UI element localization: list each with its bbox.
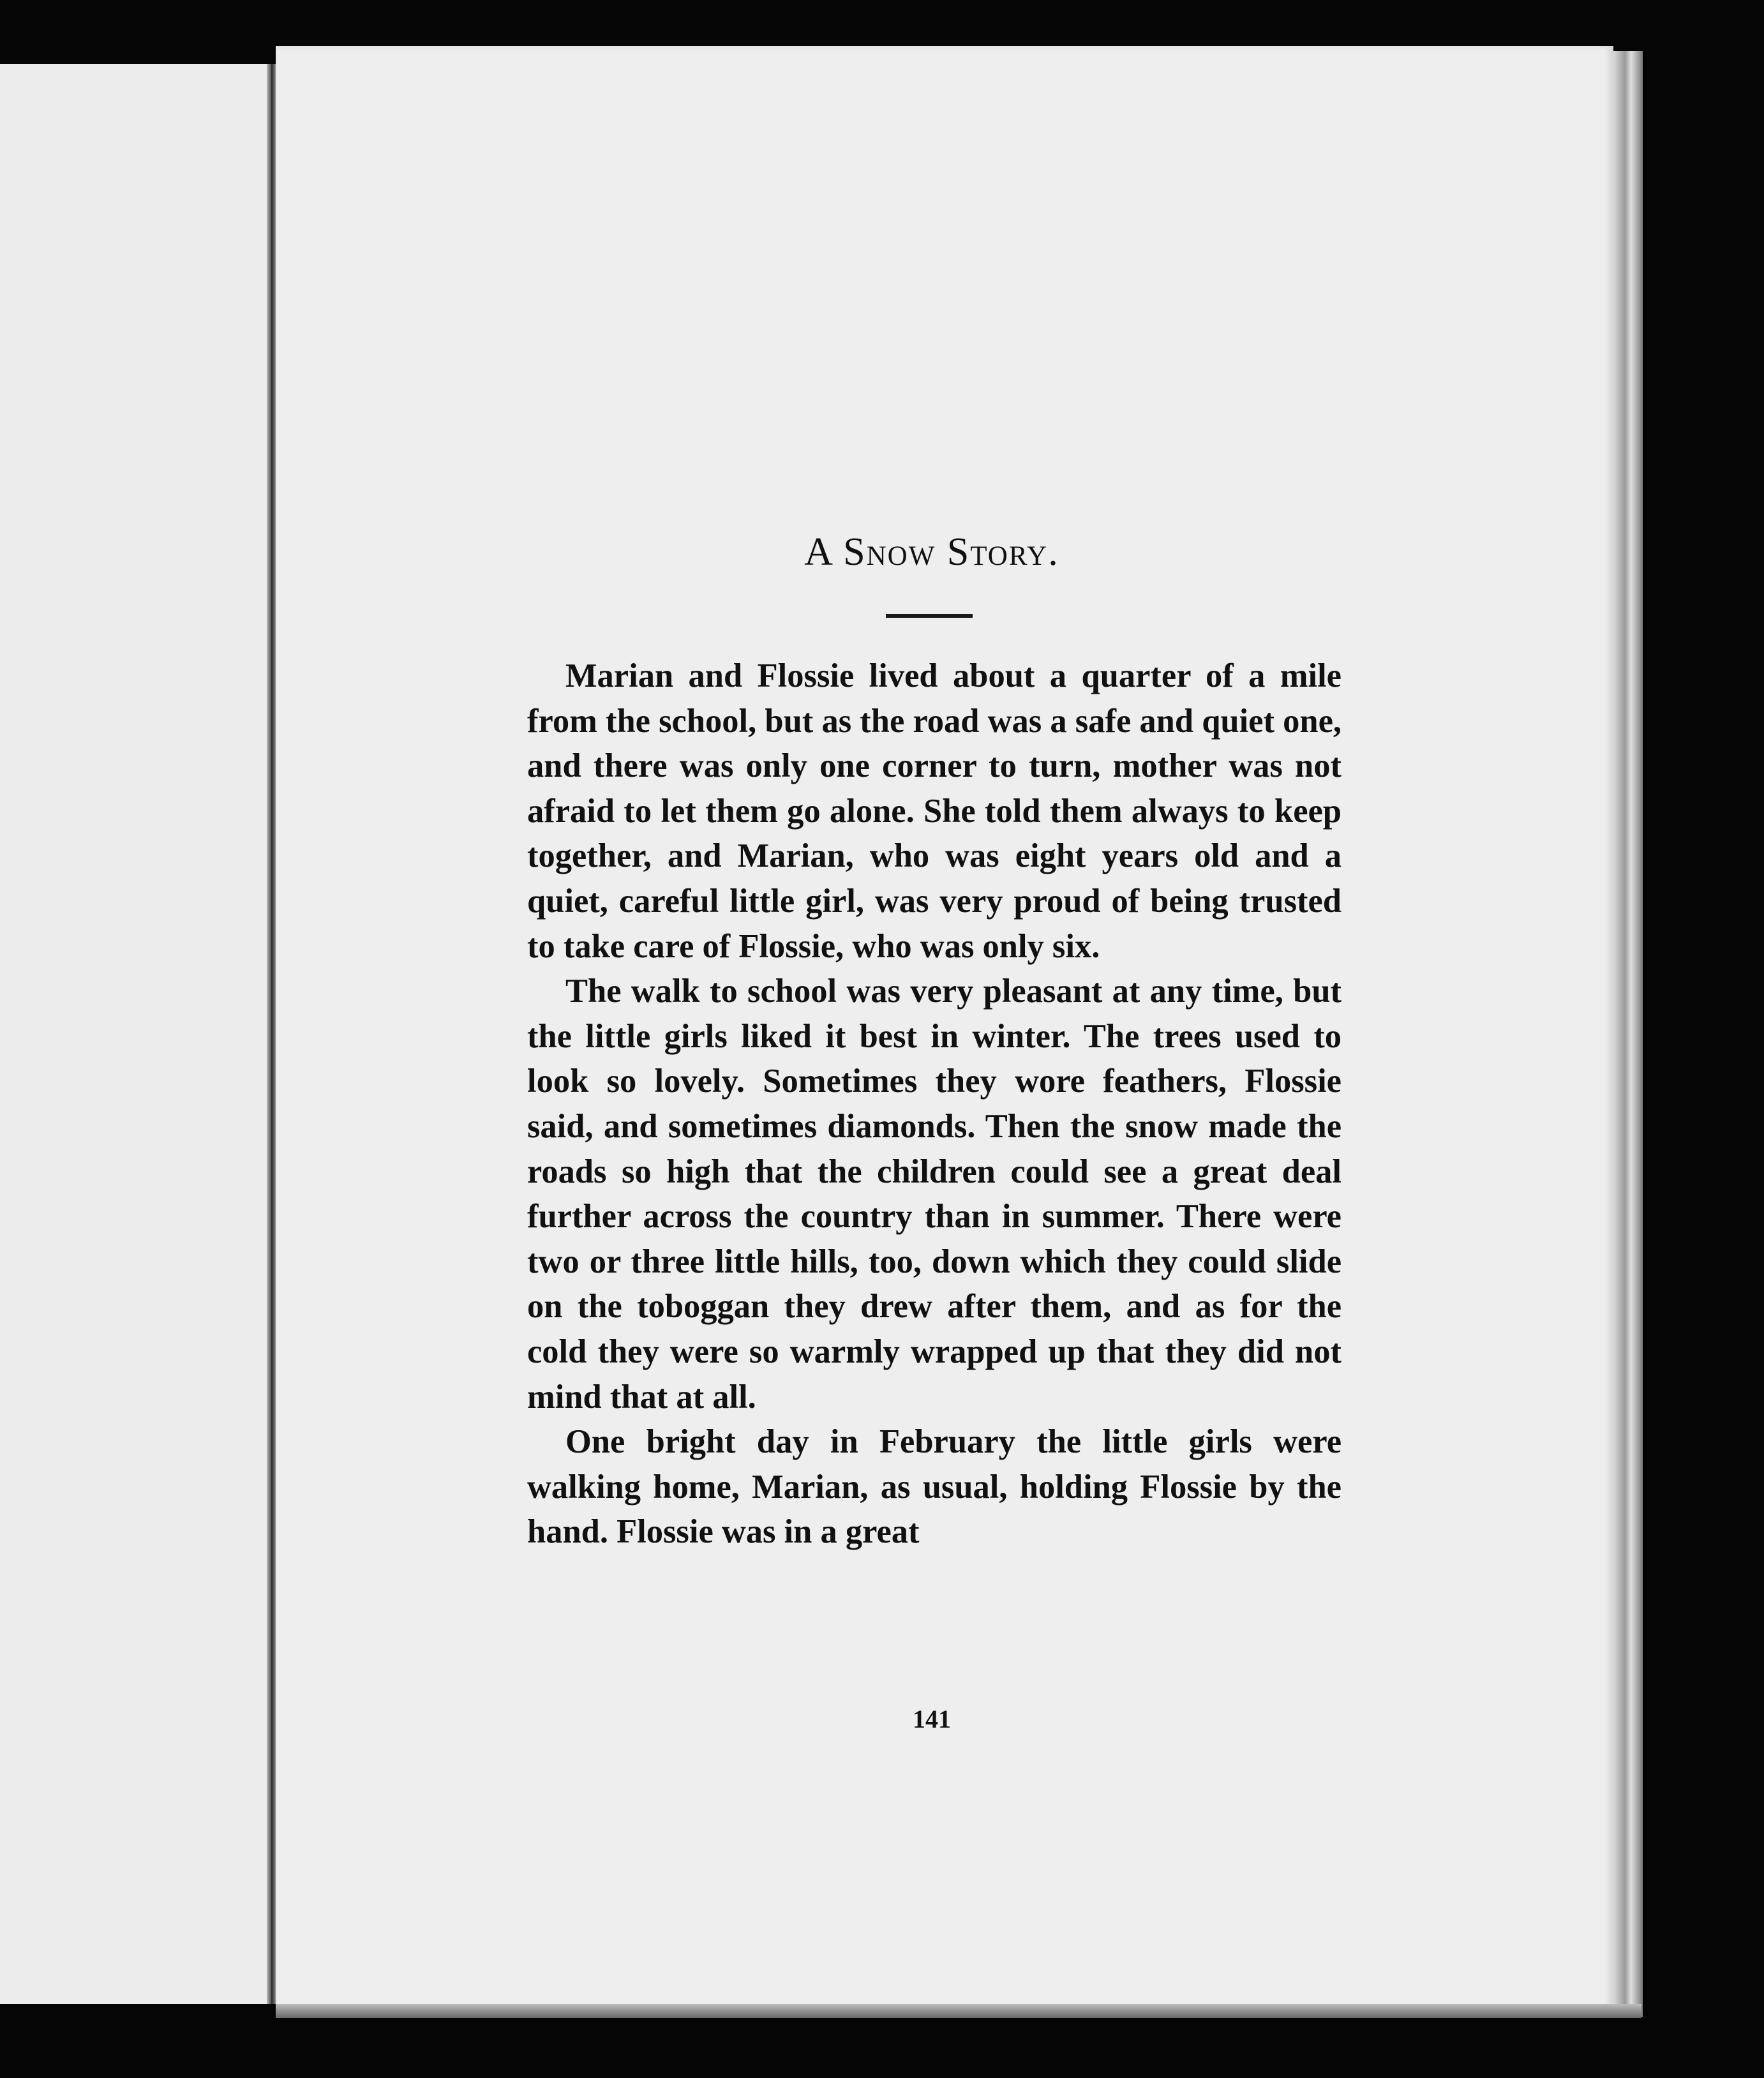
paragraph-1: Marian and Flossie lived about a quarter of a mile from the school, but as the road was a safe and quiet one, and there was only one corner to turn, mother was not afraid to let them go alone. She told them always to keep together, and Marian, who was eight years old and a quiet, careful little girl, was very proud of being trusted to take care of Flossie, who was only six.	[527, 657, 1342, 965]
left-page-blank	[0, 64, 268, 2004]
paragraph-3: One bright day in February the little girls were walking home, Marian, as usual, holding Flossie by the hand. Flossie was in a great	[527, 1423, 1342, 1551]
page-number: 141	[913, 1705, 951, 1733]
chapter-title: A Snow Story.	[804, 530, 1059, 574]
page-bottom-edge	[276, 2004, 1641, 2018]
story-body	[527, 654, 1342, 1555]
title-rule	[886, 614, 973, 618]
book-gutter	[267, 64, 276, 2004]
paragraph-2: The walk to school was very pleasant at any time, but the little girls liked it best in winter. The trees used to look so lovely. Sometimes they wore feathers, Flossie said, and sometimes diamonds. Then the snow made the roads so high that the children could see a great deal further across the country than in summer. There were two or three little hills, too, down which they could slide on the toboggan they drew after them, and as for the cold they were so warmly wrapped up that they did not mind that at all.	[527, 973, 1342, 1416]
page-stack-edge	[1613, 51, 1643, 2017]
